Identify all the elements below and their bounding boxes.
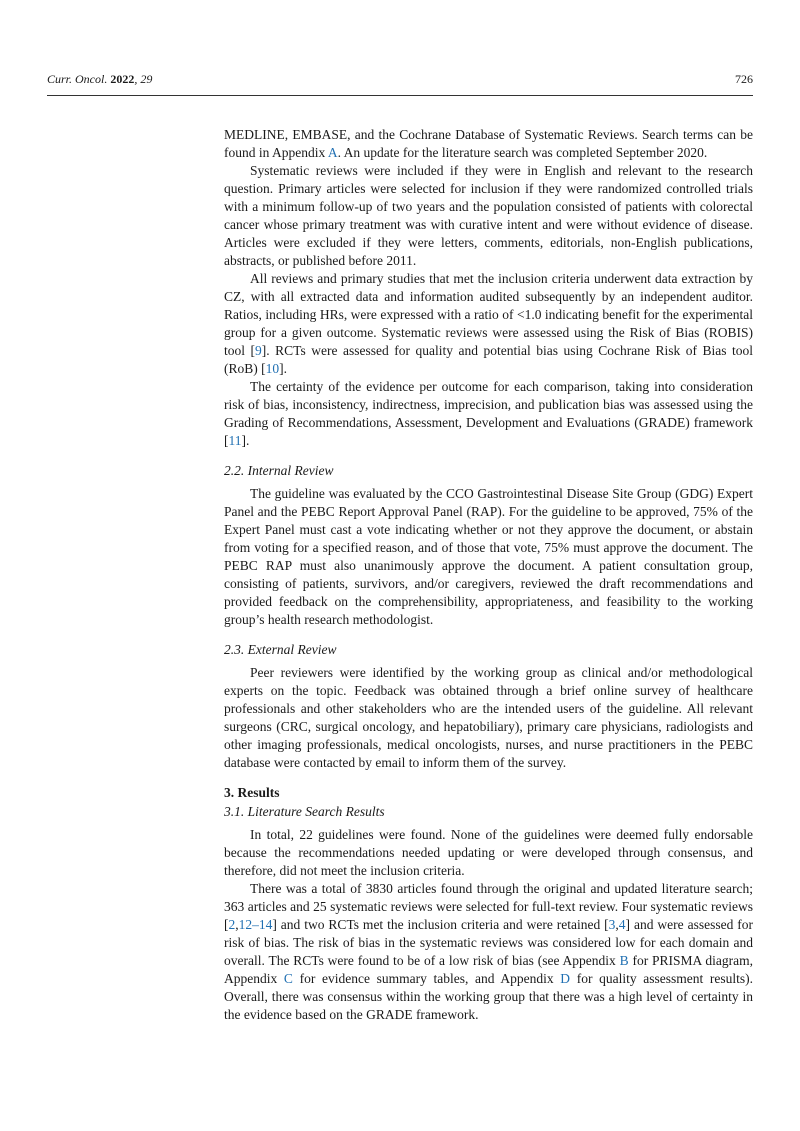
journal-year: 2022 xyxy=(110,72,135,86)
citation-4-link[interactable]: 4 xyxy=(618,917,626,932)
paragraph-guidelines-found: In total, 22 guidelines were found. None of the guidelines were deemed fully endorsable because the recommendations needed updating or were developed through consensus, and therefore, did not meet the inclusion criteria. xyxy=(224,827,753,878)
paragraph-internal-review: The guideline was evaluated by the CCO Gastrointestinal Disease Site Group (GDG) Expert Panel and the PEBC Report Approval Panel (RAP). For the guideline to be approved, 75% of the Expert Panel must cast a vote indicating whether or not they approve the document, or abstain from voting for a specified reason, and of those that vote, 75% must approve the document. The PEBC RAP must also unanimously approve the document. A patient consultation group, consisting of patients, survivors, and/or caregivers, reviewed the draft recommendations and provided feedback on the comprehensibility, appropriateness, and feasibility to the working group’s health research methodologist. xyxy=(224,486,753,627)
appendix-d-link[interactable]: D xyxy=(560,971,571,986)
page-header xyxy=(47,72,753,96)
page-number: 726 xyxy=(735,72,753,86)
paragraph-certainty-grade: The certainty of the evidence per outcome for each comparison, taking into consideration risk of bias, inconsistency, indirectness, imprecision, and publication bias was assessed using the Grading of Recommendations, Assessment, Development and Evaluations (GRADE) framework [11]. xyxy=(224,379,753,448)
heading-external-review: 2.3. External Review xyxy=(224,642,337,657)
citation-10-link[interactable]: 10 xyxy=(265,361,280,376)
heading-literature-search-results: 3.1. Literature Search Results xyxy=(224,804,385,819)
citation-2-link[interactable]: 2 xyxy=(228,917,236,932)
paragraph-search-sources: MEDLINE, EMBASE, and the Cochrane Database of Systematic Reviews. Search terms can be found in Appendix A. An update for the literature search was completed September 2020. xyxy=(224,127,753,160)
heading-results: 3. Results xyxy=(224,785,280,800)
appendix-b-link[interactable]: B xyxy=(619,953,629,968)
citation-3-link[interactable]: 3 xyxy=(608,917,616,932)
citation-12-link[interactable]: 12 xyxy=(238,917,253,932)
journal-volume: 29 xyxy=(140,72,153,86)
journal-citation: Curr. Oncol. 2022, 29 xyxy=(47,72,153,86)
article-body xyxy=(224,126,753,1024)
heading-internal-review: 2.2. Internal Review xyxy=(224,463,334,478)
citation-11-link[interactable]: 11 xyxy=(228,433,242,448)
appendix-a-link[interactable]: A xyxy=(327,145,338,160)
paragraph-external-review: Peer reviewers were identified by the working group as clinical and/or methodological experts on the topic. Feedback was obtained through a brief online survey of healthcare professionals and other stakeholders who are the intended users of the guideline. All relevant surgeons (CRC, surgical oncology, and hepatobiliary), primary care physicians, radiologists and other imaging professionals, medical oncologists, nurses, and nurse practitioners in the PEBC database were contacted by email to inform them of the survey. xyxy=(224,665,753,770)
paragraph-inclusion-criteria: Systematic reviews were included if they were in English and relevant to the research question. Primary articles were selected for inclusion if they were randomized controlled trials with a minimum follow-up of two years and the population consisted of patients with colorectal cancer whose primary treatment was with curative intent and were without evidence of disease. Articles were excluded if they were letters, comments, editorials, non-English publications, abstracts, or published before 2011. xyxy=(224,163,753,268)
paragraph-articles-found: There was a total of 3830 articles found through the original and updated literature search; 363 articles and 25 systematic reviews were selected for full-text review. Four systematic reviews [2,12–14] and two RCTs met the inclusion criteria and were retained [3,4] and were assessed for risk of bias. The risk of bias in the systematic reviews was considered low for each domain and overall. The RCTs were found to be of a low risk of bias (see Appendix B for PRISMA diagram, Appendix C for evidence summary tables, and Appendix D for quality assessment results). Overall, there was consensus within the working group that there was a high level of certainty in the evidence based on the GRADE framework. xyxy=(224,881,754,1022)
appendix-c-link[interactable]: C xyxy=(283,971,293,986)
journal-name: Curr. Oncol. xyxy=(47,72,108,86)
citation-14-link[interactable]: 14 xyxy=(258,917,273,932)
citation-9-link[interactable]: 9 xyxy=(255,343,262,358)
paragraph-data-extraction: All reviews and primary studies that met the inclusion criteria underwent data extraction by CZ, with all extracted data and information audited subsequently by an independent auditor. Ratios, including HRs, were expressed with a ratio of <1.0 indicating benefit for the experimental group for a given outcome. Systematic reviews were assessed using the Risk of Bias (ROBIS) tool [9]. RCTs were assessed for quality and potential bias using Cochrane Risk of Bias tool (RoB) [10]. xyxy=(224,271,754,376)
